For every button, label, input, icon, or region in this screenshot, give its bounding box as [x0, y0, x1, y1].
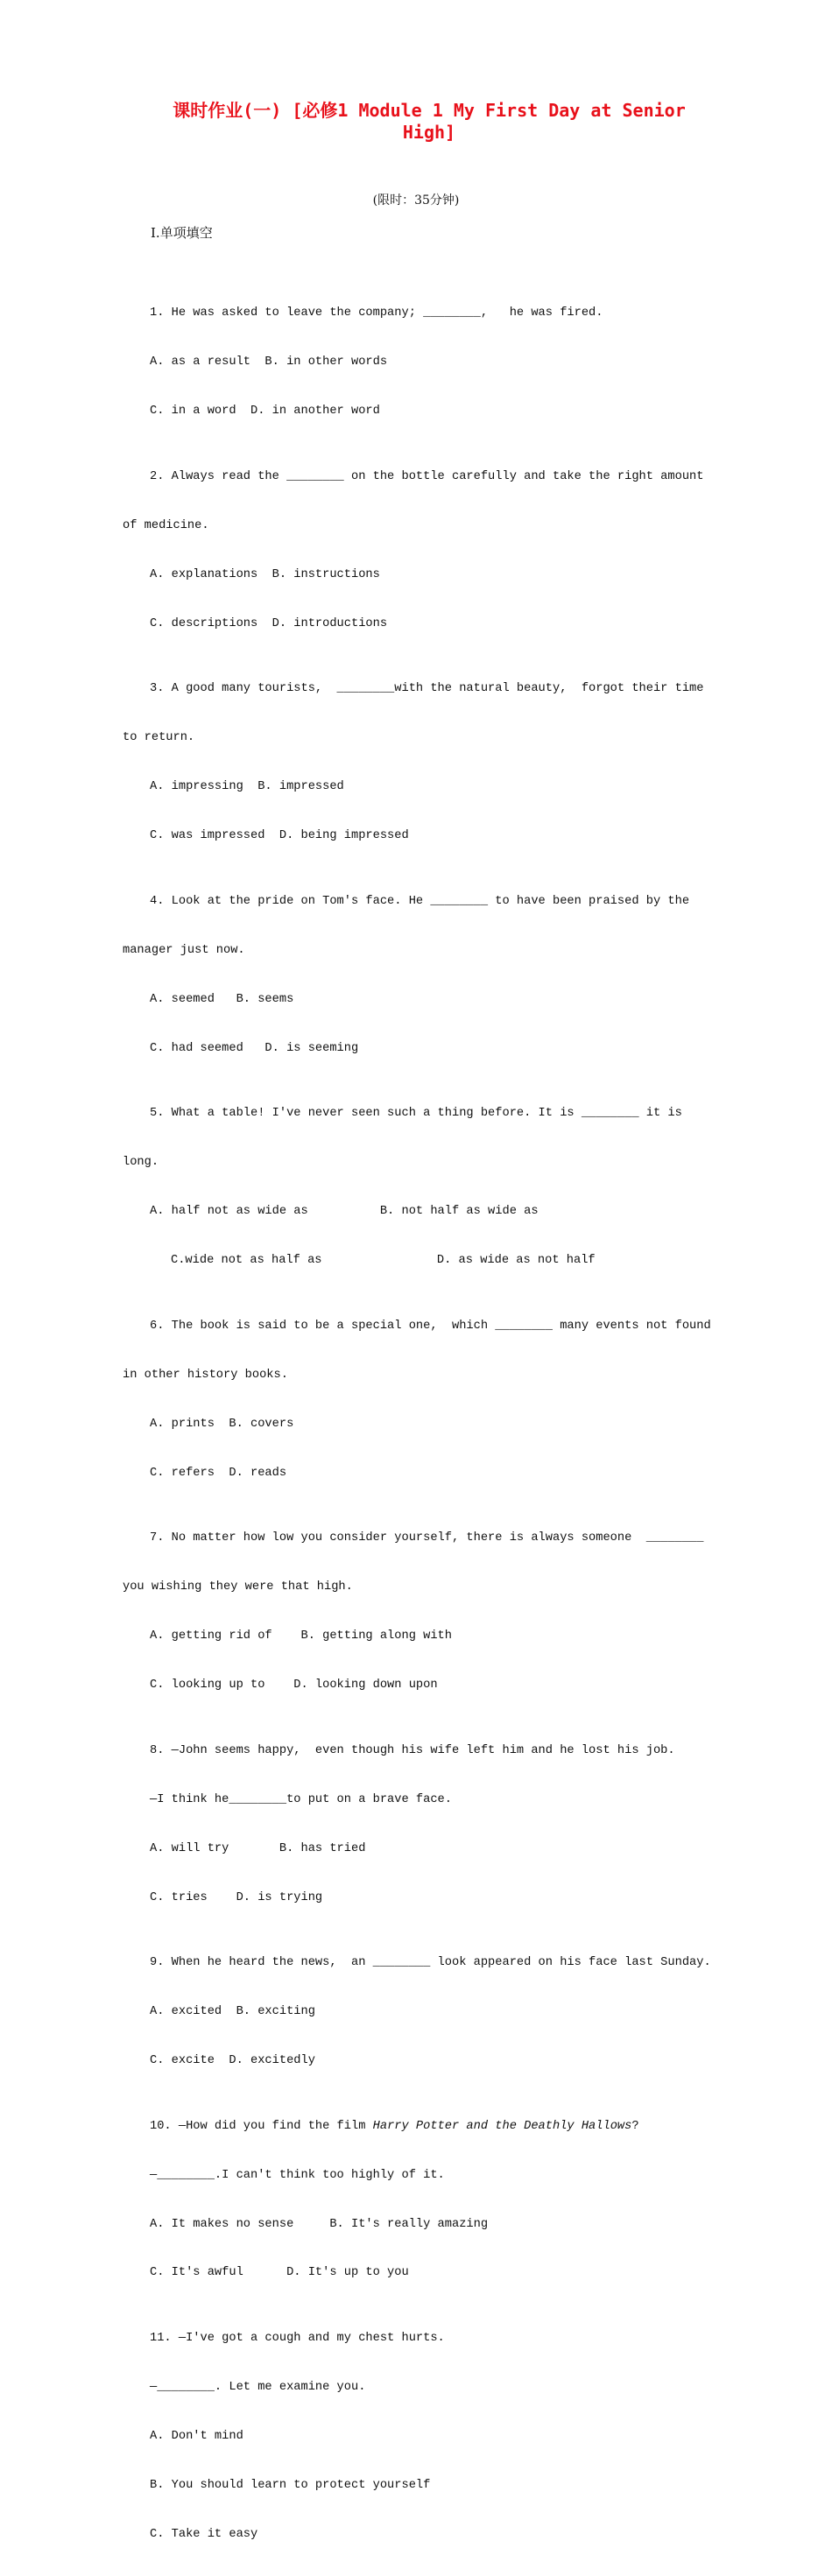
- options-5-ab: A. half not as wide as B. not half as wide as: [150, 1205, 539, 1219]
- options-4-cd: C. had seemed D. is seeming: [150, 1041, 359, 1055]
- question-6-cont: in other history books.: [123, 1368, 288, 1382]
- question-11: 11. —I've got a cough and my chest hurts.: [150, 2332, 445, 2346]
- page-title: 课时作业(一) [必修1 Module 1 My First Day at Senior High]: [173, 100, 686, 143]
- options-3-ab: A. impressing B. impressed: [150, 780, 344, 794]
- question-10: [123, 2119, 709, 2136]
- question-5-cont: long.: [123, 1156, 159, 1170]
- options-8-ab: A. will try B. has tried: [150, 1841, 366, 1855]
- question-10-text: 10. —How did you find the film: [150, 2119, 373, 2133]
- options-10-cd: C. It's awful D. It's up to you: [150, 2266, 409, 2280]
- options-9-cd: C. excite D. excitedly: [150, 2054, 315, 2068]
- options-10-ab: A. It makes no sense B. It's really amazing: [150, 2217, 489, 2231]
- options-2-cd: C. descriptions D. introductions: [150, 616, 388, 630]
- option-11-a: A. Don't mind: [150, 2430, 243, 2443]
- question-8: 8. —John seems happy, even though his wife left him and he lost his job.: [150, 1743, 675, 1757]
- options-3-cd: C. was impressed D. being impressed: [150, 829, 409, 843]
- question-4-cont: manager just now.: [123, 943, 245, 957]
- section-heading: Ⅰ.单项填空: [151, 225, 213, 241]
- question-7-cont: you wishing they were that high.: [123, 1580, 353, 1594]
- option-11-b: B. You should learn to protect yourself: [150, 2478, 431, 2492]
- film-title: Harry Potter and the Deathly Hallows: [372, 2119, 632, 2133]
- question-3-cont: to return.: [123, 731, 195, 745]
- question-list: [123, 273, 709, 2576]
- options-7-ab: A. getting rid of B. getting along with: [150, 1629, 452, 1643]
- question-2: 2. Always read the ________ on the bottle carefully and take the right amount: [150, 469, 704, 483]
- question-9: 9. When he heard the news, an ________ look appeared on his face last Sunday.: [150, 1956, 711, 1970]
- time-limit: (限时：35分钟): [372, 194, 460, 208]
- options-1-cd: C. in a word D. in another word: [150, 405, 380, 419]
- question-5: 5. What a table! I've never seen such a thing before. It is ________ it is: [150, 1107, 682, 1121]
- options-9-ab: A. excited B. exciting: [150, 2005, 315, 2019]
- options-4-ab: A. seemed B. seems: [150, 992, 294, 1006]
- question-7: 7. No matter how low you consider yourself, there is always someone ________: [150, 1531, 704, 1545]
- question-4: 4. Look at the pride on Tom's face. He ________ to have been praised by the: [150, 894, 690, 908]
- options-2-ab: A. explanations B. instructions: [150, 567, 380, 581]
- question-11-reply: —________. Let me examine you.: [150, 2381, 366, 2395]
- question-10-mark: ?: [631, 2119, 639, 2133]
- option-11-c: C. Take it easy: [150, 2527, 258, 2541]
- question-1: 1. He was asked to leave the company; ________, he was fired.: [150, 306, 603, 320]
- question-8-reply: —I think he________to put on a brave face.: [150, 1792, 452, 1806]
- options-1-ab: A. as a result B. in other words: [150, 355, 388, 370]
- options-6-cd: C. refers D. reads: [150, 1466, 287, 1480]
- question-2-cont: of medicine.: [123, 518, 209, 532]
- options-8-cd: C. tries D. is trying: [150, 1890, 323, 1904]
- question-10-reply: —________.I can't think too highly of it.: [150, 2168, 445, 2182]
- question-6: 6. The book is said to be a special one, which ________ many events not found: [150, 1319, 711, 1333]
- options-6-ab: A. prints B. covers: [150, 1417, 294, 1431]
- question-3: 3. A good many tourists, ________with the natural beauty, forgot their time: [150, 682, 704, 696]
- options-5-cd: C.wide not as half as D. as wide as not half: [171, 1254, 596, 1268]
- options-7-cd: C. looking up to D. looking down upon: [150, 1679, 438, 1693]
